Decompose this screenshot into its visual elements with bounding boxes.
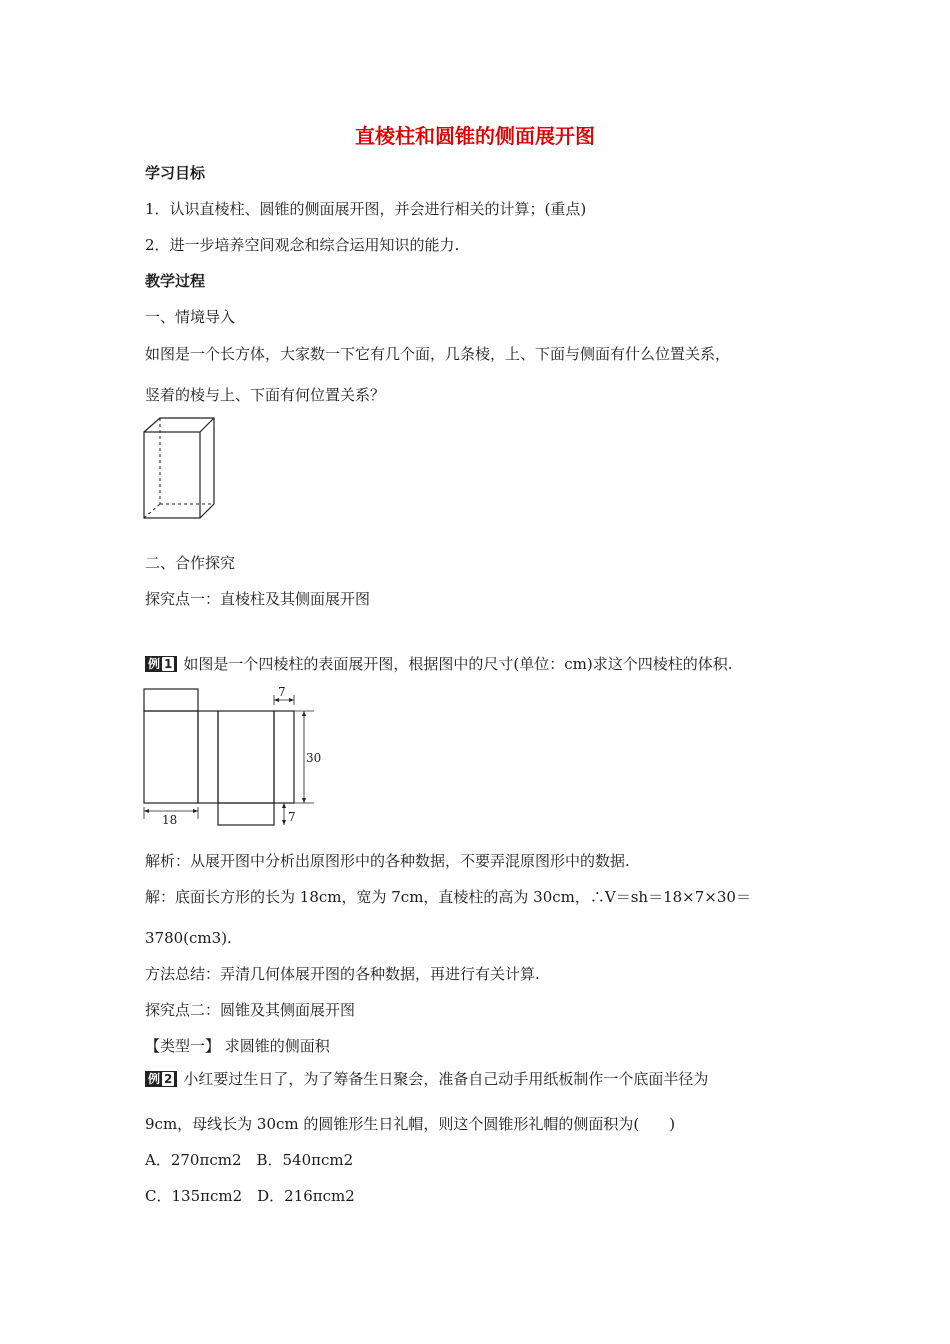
label-bottom-width: 7 <box>288 810 296 824</box>
example2-text-line1: 小红要过生日了，为了筹备生日聚会，准备自己动手用纸板制作一个底面半径为 <box>183 1070 709 1088</box>
example2-options-line2: C．135πcm2 D．216πcm2 <box>145 1187 355 1205</box>
net-front-face <box>144 711 198 803</box>
example1-text-row <box>145 654 732 674</box>
example1-badge: 例 1 <box>145 656 177 672</box>
label-width: 7 <box>278 685 286 699</box>
cuboid-back-edges <box>144 418 214 518</box>
point2-heading: 探究点二：圆锥及其侧面展开图 <box>145 1001 356 1019</box>
page-title: 直棱柱和圆锥的侧面展开图 <box>355 124 595 148</box>
net-top-face <box>144 689 198 711</box>
point1-heading: 探究点一：直棱柱及其侧面展开图 <box>145 590 371 608</box>
section1-text-line1: 如图是一个长方体，大家数一下它有几个面，几条棱，上、下面与侧面有什么位置关系， <box>145 345 731 363</box>
section1-heading: 一、情境导入 <box>145 308 236 326</box>
example1-analysis: 解析：从展开图中分析出原图形中的各种数据，不要弄混原图形中的数据. <box>145 852 630 870</box>
objectives-heading: 学习目标 <box>145 164 206 182</box>
example1-solution-line1: 解：底面长方形的长为 18cm，宽为 7cm，直棱柱的高为 30cm，∴V＝sh＝18×7×30＝ <box>145 888 751 906</box>
example2-options-line1: A．270πcm2 B．540πcm2 <box>145 1151 354 1169</box>
net-side-face <box>198 711 218 803</box>
type1-heading: 【类型一】 求圆锥的侧面积 <box>145 1037 330 1055</box>
example2-text-row <box>145 1069 708 1089</box>
label-length: 18 <box>162 813 178 827</box>
process-heading: 教学过程 <box>145 272 206 290</box>
example1-summary: 方法总结：弄清几何体展开图的各种数据，再进行有关计算. <box>145 965 540 983</box>
cuboid-front-face <box>144 432 200 518</box>
objective-2: 2．进一步培养空间观念和综合运用知识的能力. <box>145 236 460 254</box>
example1-solution-line2: 3780(cm3). <box>145 929 232 947</box>
example1-text: 如图是一个四棱柱的表面展开图，根据图中的尺寸(单位：cm)求这个四棱柱的体积. <box>183 655 733 673</box>
net-side-face-2 <box>274 711 294 803</box>
objective-1: 1．认识直棱柱、圆锥的侧面展开图，并会进行相关的计算；(重点) <box>145 200 587 218</box>
section1-text-line2: 竖着的棱与上、下面有何位置关系？ <box>145 386 386 404</box>
net-back-face <box>218 711 274 803</box>
section2-heading: 二、合作探究 <box>145 554 236 572</box>
prism-net-figure <box>138 683 338 831</box>
example2-badge: 例 2 <box>145 1071 177 1087</box>
net-bottom-face <box>218 803 274 825</box>
example2-text-line2: 9cm，母线长为 30cm 的圆锥形生日礼帽，则这个圆锥形礼帽的侧面积为( ) <box>145 1115 676 1133</box>
label-height: 30 <box>306 751 322 765</box>
cuboid-figure <box>140 412 220 524</box>
